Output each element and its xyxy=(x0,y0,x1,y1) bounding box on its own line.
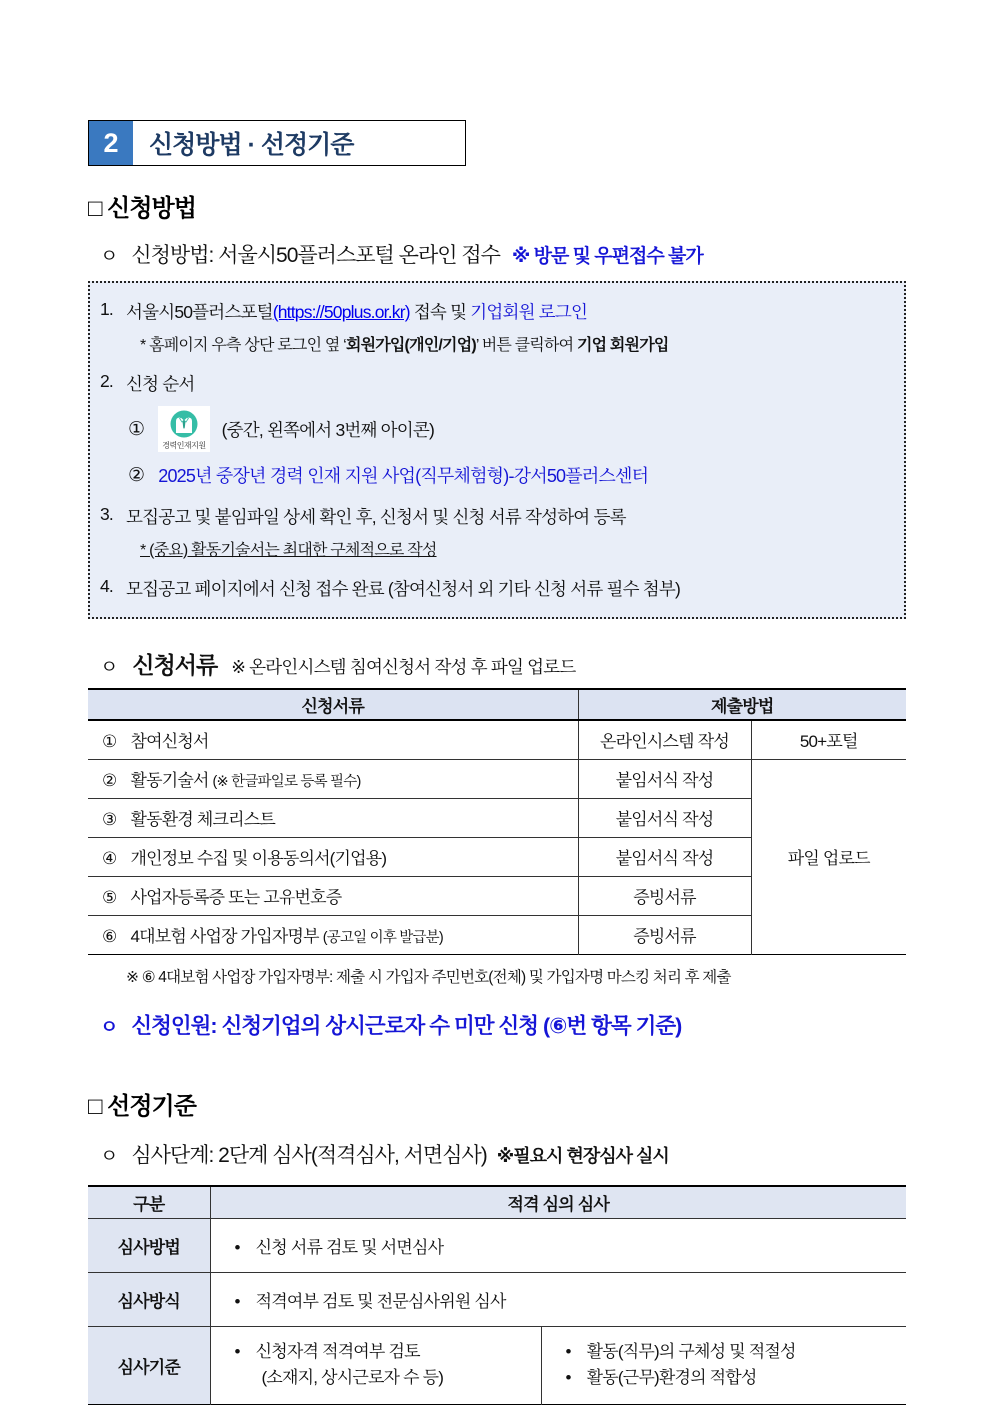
application-steps-box xyxy=(88,281,906,619)
row-number: ⑤ xyxy=(102,888,117,907)
section-title: 신청방법 · 선정기준 xyxy=(149,131,354,159)
stage-text: 심사단계: 2단계 심사(적격심사, 서면심사) xyxy=(131,1143,487,1167)
step-1-subnote-join-button: 회원가입(개인/기업) xyxy=(345,337,476,354)
step-1-subnote-mid: ’ 버튼 클릭하여 xyxy=(475,337,577,354)
circled-2-marker: ② xyxy=(128,464,145,486)
step-1-number: 1. xyxy=(100,299,113,319)
step-2-number: 2. xyxy=(100,371,113,391)
bullet-dot: • xyxy=(565,1368,571,1388)
documents-note: ※ 온라인시스템 침여신청서 작성 후 파일 업로드 xyxy=(231,657,576,677)
write-method: 붙임서식 작성 xyxy=(578,798,751,837)
step-2-item-1 xyxy=(128,406,886,452)
platform-file-upload: 파일 업로드 xyxy=(751,759,906,954)
bullet-dot: • xyxy=(234,1342,240,1361)
col-header-review: 적격 심의 심사 xyxy=(210,1186,906,1219)
section-header xyxy=(88,120,466,166)
step-4-number: 4. xyxy=(100,576,113,596)
step-1-subnote-pre: * 홈페이지 우측 상단 로그인 옆 ‘ xyxy=(140,337,346,354)
criteria-right-line1: 활동(직무)의 구체성 및 적절성 xyxy=(586,1342,796,1361)
review-method-text: 신청 서류 검토 및 서면심사 xyxy=(255,1238,444,1257)
criteria-left-line1: 신청자격 적격여부 검토 xyxy=(255,1342,420,1361)
documents-table xyxy=(88,688,906,955)
write-method: 증빙서류 xyxy=(578,915,751,954)
row-label-format: 심사방식 xyxy=(88,1273,210,1327)
step-2-item-1-text: (중간, 왼쪽에서 3번째 아이콘) xyxy=(221,419,434,440)
row-number: ① xyxy=(102,732,117,752)
step-3-number: 3. xyxy=(100,504,113,524)
document-name-note: (※ 한글파일로 등록 필수) xyxy=(212,774,361,790)
criteria-left-line2: (소재지, 상시근로자 수 등) xyxy=(261,1368,444,1388)
table-row xyxy=(88,1219,906,1273)
document-page xyxy=(88,120,906,1405)
step-1-subnote-company-join: 기업 회원가입 xyxy=(576,337,669,354)
step-4-text: 모집공고 페이지에서 신청 접수 완료 (참여신청서 외 기타 신청 서류 필수 첨부) xyxy=(126,579,680,599)
document-name: 활동환경 체크리스트 xyxy=(130,810,275,829)
documents-heading: 신청서류 xyxy=(132,652,218,678)
applicants-text: 신청인원: 신청기업의 상시근로자 수 미만 신청 (⑥번 항목 기준) xyxy=(131,1013,682,1038)
step-2-items xyxy=(100,406,886,488)
bullet-marker: ㅇ xyxy=(100,246,118,267)
shirt-tie-icon xyxy=(169,409,199,439)
write-method: 붙임서식 작성 xyxy=(578,837,751,876)
documents-footnote: ※ ⑥ 4대보험 사업장 가입자명부: 제출 시 가입자 주민번호(전체) 및 가입자명 마스킹 처리 후 제출 xyxy=(126,968,731,986)
col-header-submit-method: 제출방법 xyxy=(578,689,906,720)
section-number-badge: 2 xyxy=(89,121,133,165)
row-label-method: 심사방법 xyxy=(88,1219,210,1273)
step-3 xyxy=(100,504,886,529)
platform-portal: 50+포털 xyxy=(751,720,906,759)
circled-1-marker: ① xyxy=(128,418,145,440)
criteria-right-cell xyxy=(541,1327,906,1405)
step-1-subnote xyxy=(100,332,886,355)
selection-table xyxy=(88,1185,906,1405)
documents-heading-line xyxy=(88,647,906,680)
step-3-subnote: * (중요) 활동기술서는 최대한 구체적으로 작성 xyxy=(140,542,437,559)
write-method: 증빙서류 xyxy=(578,876,751,915)
bullet-marker: ㅇ xyxy=(100,1145,118,1167)
step-1-login-text: 기업회원 로그인 xyxy=(470,302,588,322)
col-header-documents: 신청서류 xyxy=(88,689,578,720)
bullet-dot: • xyxy=(234,1292,240,1311)
step-1-mid: 접속 및 xyxy=(409,302,471,322)
step-1-portal-name: 서울시50플러스포털 xyxy=(126,302,273,322)
criteria-left-cell xyxy=(210,1327,541,1405)
review-format-text: 적격여부 검토 및 전문심사위원 심사 xyxy=(255,1292,506,1311)
stage-line xyxy=(88,1139,906,1169)
bullet-marker: ㅇ xyxy=(100,657,119,678)
write-method: 붙임서식 작성 xyxy=(578,759,751,798)
documents-table-header-row xyxy=(88,689,906,720)
selection-heading: □ 선정기준 xyxy=(88,1092,196,1120)
step-2-text: 신청 순서 xyxy=(126,374,195,394)
row-number: ④ xyxy=(102,849,117,868)
step-2-item-2 xyxy=(128,462,886,488)
table-row xyxy=(88,1273,906,1327)
document-name: 참여신청서 xyxy=(130,732,209,752)
criteria-right-line2: 활동(근무)환경의 적합성 xyxy=(586,1368,757,1388)
apply-method-heading: □ 신청방법 xyxy=(88,195,196,222)
bullet-dot: • xyxy=(234,1238,240,1257)
apply-method-summary xyxy=(88,239,906,269)
selection-table-header-row xyxy=(88,1186,906,1219)
applicants-line xyxy=(88,1009,906,1040)
icon-caption: 경력인재지원 xyxy=(162,441,206,450)
apply-method-summary-note: ※ 방문 및 우편접수 불가 xyxy=(511,246,703,267)
bullet-dot: • xyxy=(565,1342,571,1361)
document-name: 4대보험 사업장 가입자명부 xyxy=(130,927,319,946)
document-name: 개인정보 수집 및 이용동의서(기업용) xyxy=(130,849,387,868)
document-name-note: (공고일 이후 발급분) xyxy=(322,930,443,946)
table-row xyxy=(88,1327,906,1405)
bullet-marker: ㅇ xyxy=(100,1016,118,1038)
step-4 xyxy=(100,576,886,601)
program-menu-item: 2025년 중장년 경력 인재 지원 사업(직무체험형)-강서50플러스센터 xyxy=(158,466,649,486)
stage-note: ※필요시 현장심사 실시 xyxy=(496,1145,669,1166)
table-row xyxy=(88,759,906,798)
apply-method-summary-text: 신청방법: 서울시50플러스포털 온라인 접수 xyxy=(131,244,500,267)
step-1-text xyxy=(126,299,587,324)
document-name: 활동기술서 xyxy=(130,771,209,790)
row-number: ② xyxy=(102,771,117,790)
row-label-criteria: 심사기준 xyxy=(88,1327,210,1405)
step-3-text: 모집공고 및 붙임파일 상세 확인 후, 신청서 및 신청 서류 작성하여 등록 xyxy=(126,507,626,527)
row-number: ③ xyxy=(102,810,117,829)
row-number: ⑥ xyxy=(102,927,117,946)
write-method: 온라인시스템 작성 xyxy=(578,720,751,759)
step-2 xyxy=(100,371,886,396)
step-1 xyxy=(100,299,886,324)
career-talent-support-icon xyxy=(158,406,209,452)
portal-link[interactable]: (https://50plus.or.kr) xyxy=(272,302,410,322)
document-name: 사업자등록증 또는 고유번호증 xyxy=(130,888,342,907)
table-row xyxy=(88,720,906,759)
col-header-category: 구분 xyxy=(88,1186,210,1219)
